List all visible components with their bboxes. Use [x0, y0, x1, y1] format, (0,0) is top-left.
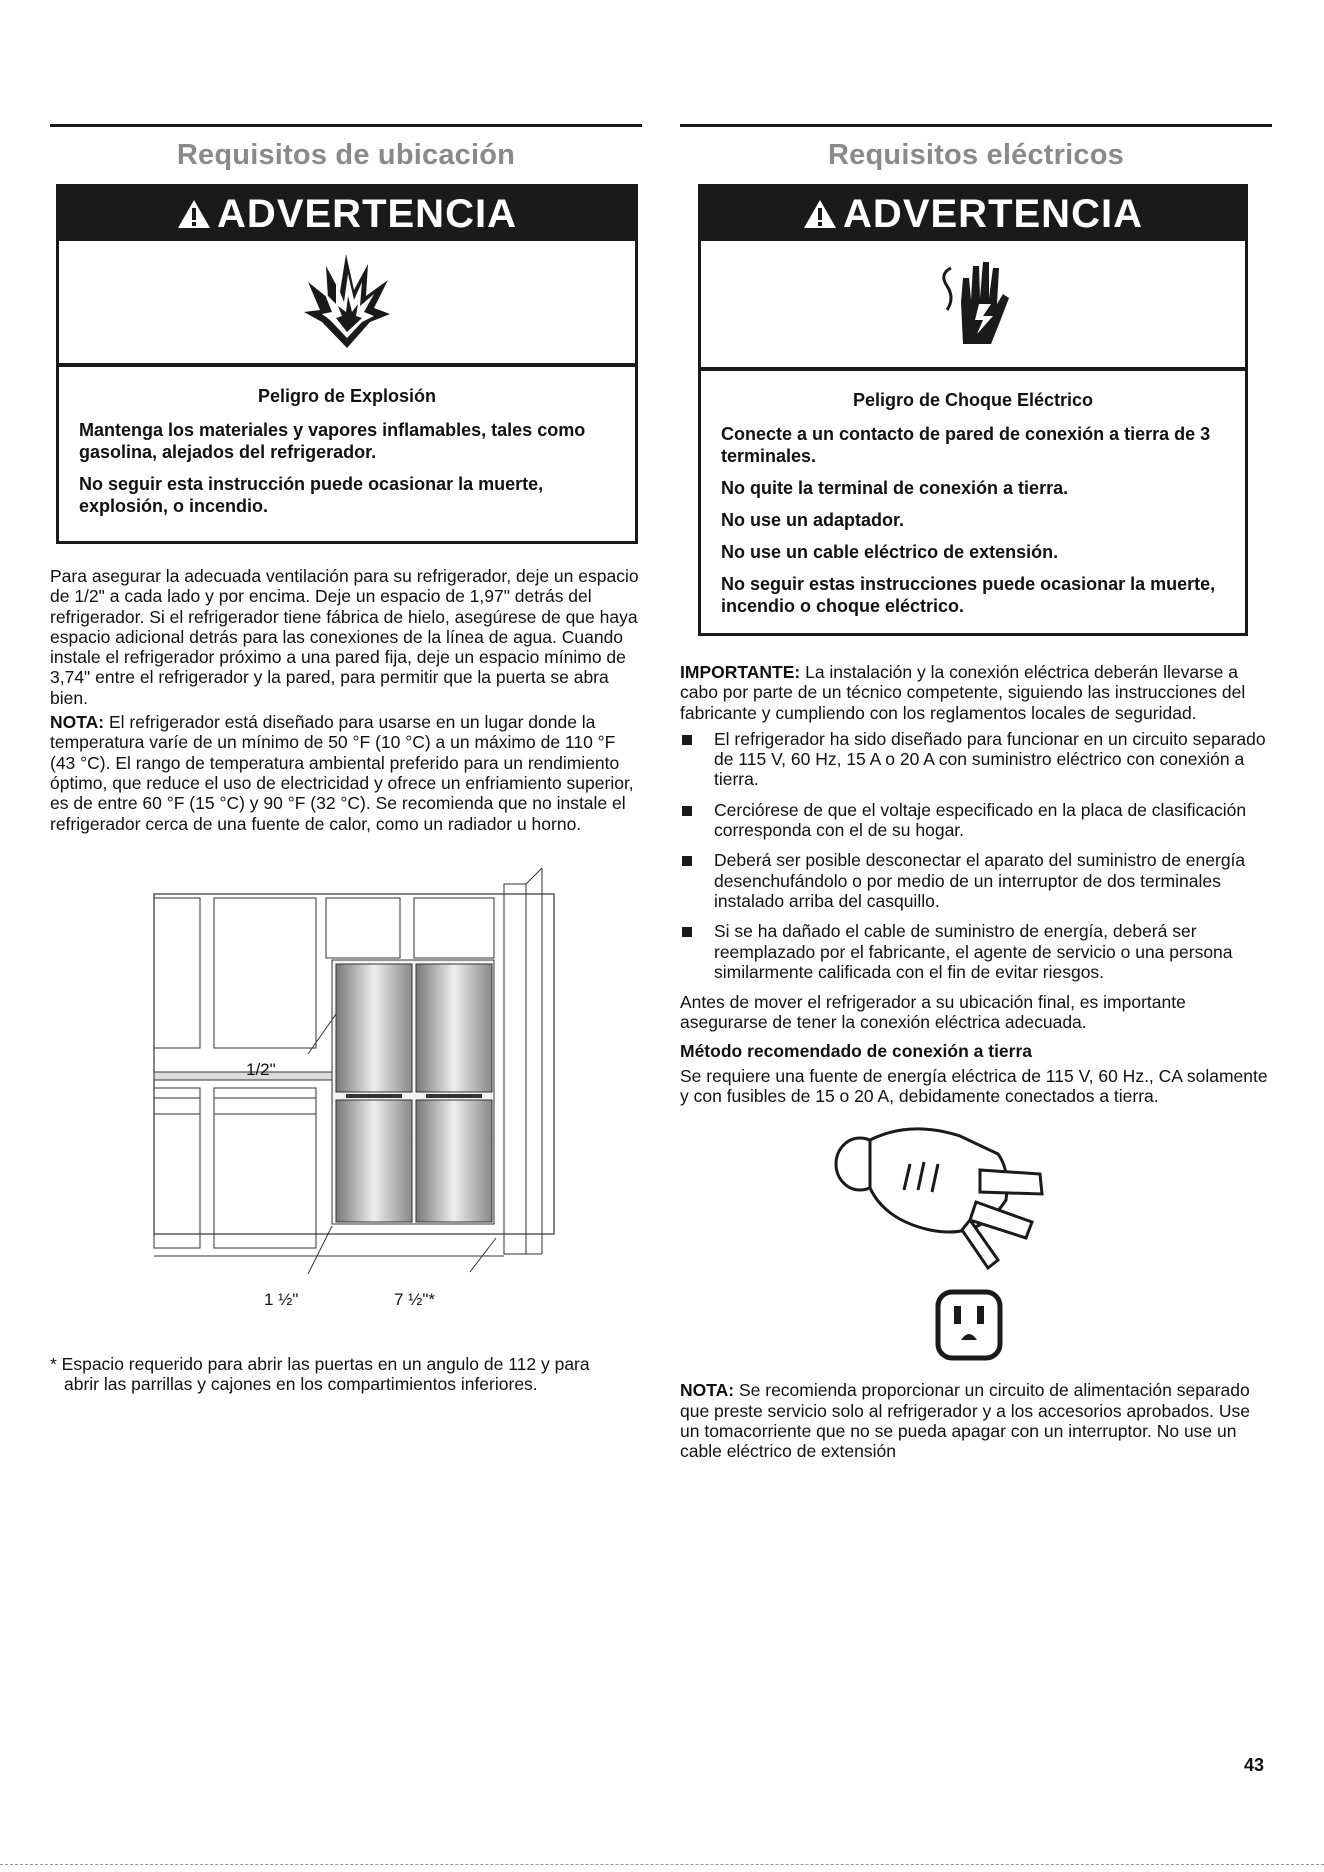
list-item [680, 850, 1272, 911]
explosion-icon-area [59, 241, 635, 367]
electric-shock-icon [933, 254, 1013, 355]
list-item-text: El refrigerador ha sido diseñado para funcionar en un circuito separado de 115 V, 60 Hz, 15 A o 20 A con suministro eléctrico con conexión a tierra. [714, 728, 1266, 790]
antes-paragraph: Antes de mover el refrigerador a su ubicación final, es importante asegurarse de tener la conexión eléctrica adecuada. [680, 992, 1186, 1033]
warning-header-text: ADVERTENCIA [843, 192, 1143, 236]
list-item-text: Cerciórese de que el voltaje especificado en la placa de clasificación corresponda con el de su hogar. [714, 799, 1247, 841]
section-title: Requisitos eléctricos [828, 139, 1124, 171]
list-item-text: Si se ha dañado el cable de suministro de energía, deberá ser reemplazado por el fabricante, el agente de servicio o una persona similarmente calificada con el fin de evitar riesgos. [714, 921, 1233, 982]
importante-label: IMPORTANTE: [680, 662, 801, 682]
electric-shock-icon-area [701, 241, 1245, 371]
outlet-icon [938, 1292, 1000, 1358]
warning-triangle-icon [803, 189, 837, 243]
bullet-square-icon [682, 806, 692, 816]
nota-paragraph [680, 1380, 1272, 1461]
temperature-note [50, 712, 642, 834]
power-source-paragraph: Se requiere una fuente de energía eléctrica de 115 V, 60 Hz., CA solamente y con fusibles de 15 o 20 A, debidamente conectados a tierra. [680, 1065, 1268, 1107]
section-rule [680, 124, 1272, 127]
explosion-icon [302, 252, 392, 353]
warning-triangle-icon [177, 189, 211, 243]
clearance-label-top: 1/2" [246, 1059, 276, 1079]
importante-paragraph [680, 662, 1272, 723]
bullet-square-icon [682, 735, 692, 745]
warning-line: No seguir esta instrucción puede ocasionar la muerte, explosión, o incendio. [79, 474, 544, 516]
bullet-square-icon [682, 856, 692, 866]
warning-line: Conecte a un contacto de pared de conexión a tierra de 3 terminales. [721, 424, 1211, 466]
warning-line: No quite la terminal de conexión a tierra. [721, 478, 1069, 498]
warning-line: No seguir estas instrucciones puede ocasionar la muerte, incendio o choque eléctrico. [721, 574, 1216, 616]
ventilation-paragraph: Para asegurar la adecuada ventilación para su refrigerador, deje un espacio de 1/2" a cada lado y por encima. Deje un espacio de 1,97" detrás del refrigerador. Si el refrigerador tiene fábrica de hielo, asegúrese de que haya espacio adicional detrás para las conexiones de la línea de agua. Cuando instale el refrigerador próximo a una pared fija, deje un espacio mínimo de 3,74" entre el refrigerador y la pared, para permitir que la puerta se abra bien. [50, 566, 639, 708]
clearance-label-bottom-left: 1 ½" [264, 1289, 299, 1309]
section-title: Requisitos de ubicación [176, 139, 516, 171]
hazard-title: Peligro de Choque Eléctrico [852, 390, 1094, 410]
left-column [50, 124, 642, 1398]
warning-box [698, 184, 1248, 636]
warning-line: No use un adaptador. [721, 510, 905, 530]
refrigerator-clearance-figure [50, 864, 642, 1344]
nota-text: El refrigerador está diseñado para usarse en un lugar donde la temperatura varíe de un mínimo de 50 °F (10 °C) a un máximo de 110 °F (43 °C). El rango de temperatura ambiental preferido para un rendimiento óptimo, que reduce el uso de electricidad y ofrece un enfriamiento superior, es de entre 60 °F (15 °C) y 90 °F (32 °C). Se recomienda que no instale el refrigerador cerca de una fuente de calor, como un radiador u horno. [50, 712, 634, 834]
importante-text: La instalación y la conexión eléctrica deberán llevarse a cabo por parte de un técnico competente, siguiendo las instrucciones del fabricante y cumpliendo con los reglamentos locales de seguridad. [680, 662, 1246, 723]
section-rule [50, 124, 642, 127]
grounded-plug-diagram [680, 1110, 1272, 1380]
bullet-square-icon [682, 927, 692, 937]
grounding-subheading: Método recomendado de conexión a tierra [680, 1040, 1033, 1061]
page-number: 43 [1243, 1755, 1264, 1775]
footnote: * Espacio requerido para abrir las puertas en un angulo de 112 y para abrir las parrillas y cajones en los compartimientos inferiores. [50, 1353, 590, 1395]
plug-figure [680, 1110, 1272, 1380]
list-item-text: Deberá ser posible desconectar el aparato del suministro de energía desenchufándolo o por medio de un interruptor de dos terminales instalado arriba del casquillo. [714, 850, 1246, 911]
warning-line: Mantenga los materiales y vapores inflamables, tales como gasolina, alejados del refrigerador. [79, 420, 586, 462]
warning-header [701, 187, 1245, 241]
list-item [680, 921, 1272, 982]
warning-body [701, 371, 1245, 633]
refrigerator-diagram [50, 864, 642, 1344]
hazard-title: Peligro de Explosión [257, 386, 437, 406]
nota-label: NOTA: [50, 712, 105, 733]
nota-label: NOTA: [680, 1380, 735, 1401]
warning-header [59, 187, 635, 241]
list-item [680, 729, 1272, 790]
warning-box [56, 184, 638, 544]
warning-header-text: ADVERTENCIA [217, 192, 517, 236]
warning-line: No use un cable eléctrico de extensión. [721, 542, 1059, 562]
list-item [680, 800, 1272, 841]
requirements-list [680, 729, 1272, 982]
page-bottom-edge [0, 1864, 1324, 1869]
nota-text: Se recomienda proporcionar un circuito de alimentación separado que preste servicio solo al refrigerador y a los accesorios aprobados. Use un tomacorriente que no se pueda apagar con un interruptor. No use un cable eléctrico de extensión [680, 1380, 1251, 1462]
plug-icon [836, 1129, 1042, 1268]
warning-body [59, 367, 635, 541]
right-column [680, 124, 1272, 1466]
clearance-label-bottom-right: 7 ½"* [394, 1289, 436, 1309]
